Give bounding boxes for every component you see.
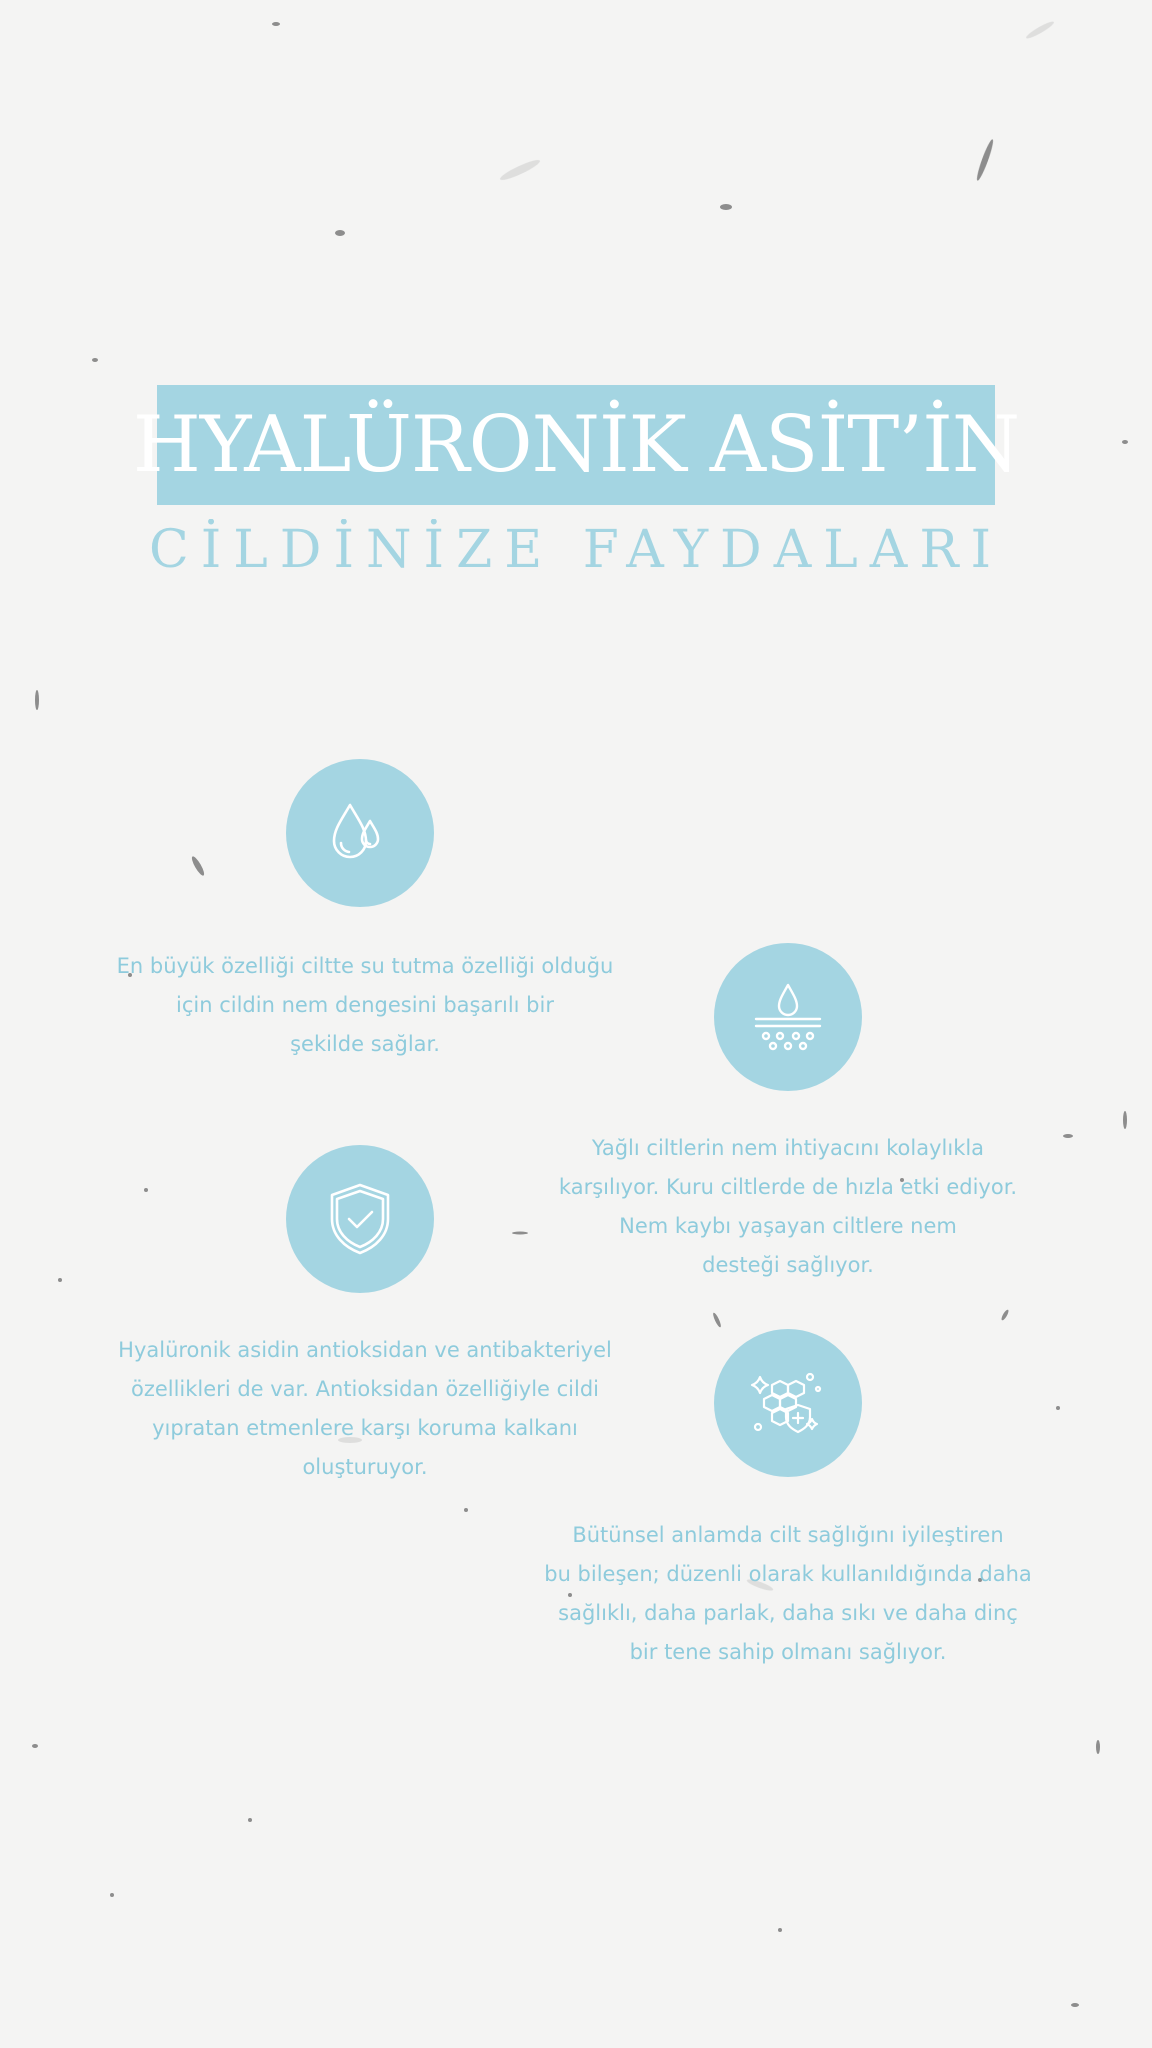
skin-moisture-icon xyxy=(740,969,836,1065)
shield-check-icon xyxy=(312,1171,408,1267)
benefit-text-2: Yağlı ciltlerin nem ihtiyacını kolaylıkla karşılıyor. Kuru ciltlerde de hızla etki ediyor. Nem kaybı yaşayan ciltlere nem desteği sağlıyor. xyxy=(558,1136,1018,1277)
benefit-circle-1 xyxy=(286,759,434,907)
page-subtitle: CİLDİNİZE FAYDALARI xyxy=(148,520,1004,580)
skin-cells-protection-icon xyxy=(740,1355,836,1451)
benefit-circle-4 xyxy=(714,1329,862,1477)
page-title: HYALÜRONİK ASİT’İN xyxy=(132,400,1020,490)
benefit-text-1: En büyük özelliği ciltte su tutma özelliği olduğu için cildin nem dengesini başarılı bir şekilde sağlar. xyxy=(116,954,614,1056)
benefit-circle-3 xyxy=(286,1145,434,1293)
benefit-circle-2 xyxy=(714,943,862,1091)
benefit-text-4: Bütünsel anlamda cilt sağlığını iyileştiren bu bileşen; düzenli olarak kullanıldığında daha sağlıklı, daha parlak, daha sıkı ve daha dinç bir tene sahip olmanı sağlıyor. xyxy=(544,1523,1032,1664)
water-drops-icon xyxy=(312,785,408,881)
title-banner xyxy=(132,385,1020,505)
benefit-text-3: Hyalüronik asidin antioksidan ve antibakteriyel özellikleri de var. Antioksidan özelliğiyle cildi yıpratan etmenlere karşı koruma kalkanı oluşturuyor. xyxy=(118,1338,612,1479)
